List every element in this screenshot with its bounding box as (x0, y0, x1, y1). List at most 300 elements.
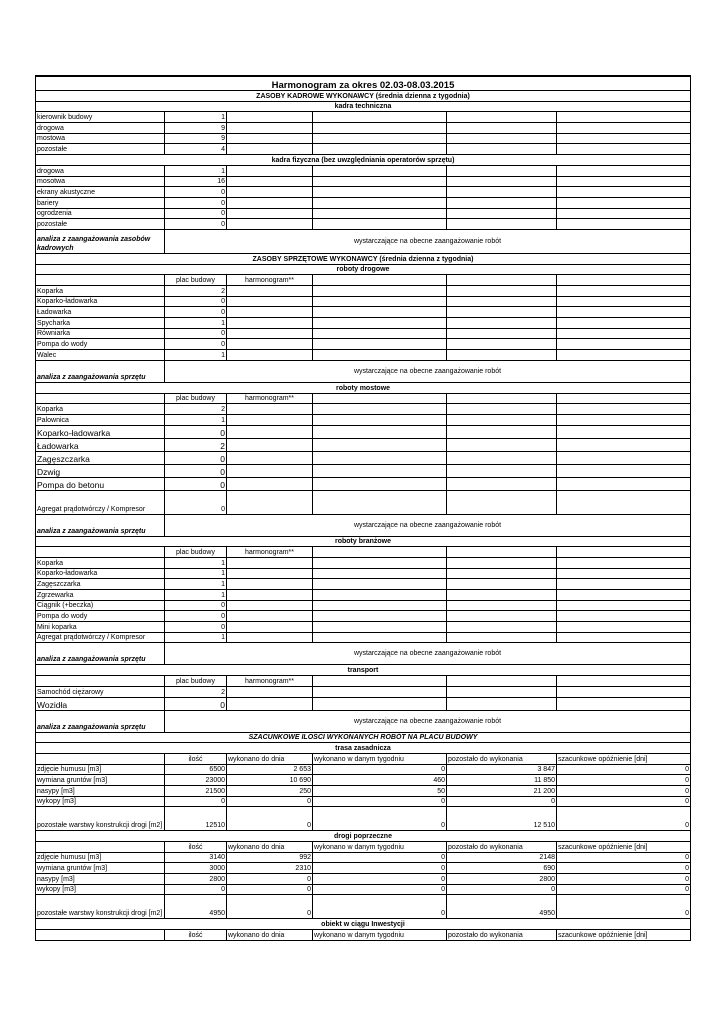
empty-cell (313, 286, 447, 297)
analiza-value: wystarczające na obecne zaangażowanie robót (165, 360, 691, 382)
row-label: kierownik budowy (36, 112, 165, 123)
analiza-label: analiza z zaangażowania sprzętu (36, 643, 165, 665)
empty-cell (313, 176, 447, 187)
row-label: Palownica (36, 414, 165, 425)
row-value: 1 (165, 112, 227, 123)
empty-cell (447, 490, 557, 514)
row-value: 1 (165, 414, 227, 425)
empty-cell (557, 219, 691, 230)
row-value: 12 510 (447, 807, 557, 831)
empty-cell (447, 547, 557, 558)
row-value: 0 (165, 611, 227, 622)
row-label: drogowa (36, 123, 165, 134)
table-row (36, 219, 691, 230)
empty-cell (313, 393, 447, 404)
subsection-poprzeczne: drogi poprzeczne (36, 831, 691, 842)
row-value: 2310 (227, 863, 313, 874)
row-value: 0 (165, 197, 227, 208)
table-row (36, 144, 691, 155)
row-label: Koparko-ładowarka (36, 425, 165, 438)
row-value: 0 (165, 464, 227, 477)
col-harmonogram: harmonogram** (227, 275, 313, 286)
col-header: wykonano do dnia (227, 930, 313, 941)
empty-cell (313, 568, 447, 579)
row-value: 0 (165, 328, 227, 339)
subsection-trasa: trasa zasadnicza (36, 743, 691, 754)
row-label: pozostałe warstwy konstrukcji drogi [m2] (36, 807, 165, 831)
empty-cell (227, 686, 313, 697)
empty-cell (227, 144, 313, 155)
row-value: 2800 (447, 874, 557, 885)
empty-cell (36, 676, 165, 687)
empty-cell (313, 219, 447, 230)
row-value: 0 (557, 863, 691, 874)
empty-cell (447, 296, 557, 307)
subsection-roboty-branzowe: roboty branżowe (36, 536, 691, 547)
table-row (36, 557, 691, 568)
empty-cell (557, 676, 691, 687)
table-row (36, 339, 691, 350)
table-row (36, 438, 691, 451)
row-value: 1 (165, 579, 227, 590)
row-label: drogowa (36, 165, 165, 176)
row-value: 1 (165, 590, 227, 601)
empty-cell (313, 350, 447, 361)
empty-cell (313, 600, 447, 611)
row-label: Zgrzewarka (36, 590, 165, 601)
col-header: pozostało do wykonania (447, 842, 557, 853)
empty-cell (447, 590, 557, 601)
empty-cell (557, 275, 691, 286)
row-value: 11 850 (447, 775, 557, 786)
row-label: Agregat prądotwórczy / Kompresor (36, 490, 165, 514)
col-header: ilość (165, 842, 227, 853)
empty-cell (227, 404, 313, 415)
empty-cell (557, 208, 691, 219)
col-header: ilość (165, 930, 227, 941)
empty-cell (447, 208, 557, 219)
empty-cell (227, 425, 313, 438)
row-value: 0 (557, 807, 691, 831)
empty-cell (447, 697, 557, 710)
table-row (36, 296, 691, 307)
row-value: 0 (313, 764, 447, 775)
row-value: 9 (165, 123, 227, 134)
empty-cell (557, 590, 691, 601)
empty-cell (227, 165, 313, 176)
empty-cell (313, 112, 447, 123)
row-value: 3000 (165, 863, 227, 874)
section-kadrowe: ZASOBY KADROWE WYKONAWCY (średnia dzienna z tygodnia) (36, 91, 691, 102)
empty-cell (447, 112, 557, 123)
empty-cell (557, 622, 691, 633)
row-value: 0 (557, 874, 691, 885)
col-harmonogram: harmonogram** (227, 547, 313, 558)
row-label: Koparka (36, 557, 165, 568)
col-plac-budowy: plac budowy (165, 547, 227, 558)
empty-cell (227, 187, 313, 198)
empty-cell (227, 133, 313, 144)
row-label: Walec (36, 350, 165, 361)
col-header: szacunkowe opóźnienie [dni] (557, 842, 691, 853)
table-row (36, 568, 691, 579)
row-label: wykopy [m3] (36, 796, 165, 807)
empty-cell (557, 339, 691, 350)
empty-cell (557, 579, 691, 590)
harmonogram-table (35, 75, 691, 941)
row-label: wymiana gruntów [m3] (36, 775, 165, 786)
table-row (36, 807, 691, 831)
empty-cell (447, 579, 557, 590)
row-value: 1 (165, 350, 227, 361)
empty-cell (313, 144, 447, 155)
row-value: 0 (165, 296, 227, 307)
row-value: 0 (165, 339, 227, 350)
empty-cell (227, 112, 313, 123)
empty-cell (557, 404, 691, 415)
empty-cell (227, 464, 313, 477)
empty-cell (313, 557, 447, 568)
row-value: 0 (165, 600, 227, 611)
row-value: 1 (165, 632, 227, 643)
table-row (36, 208, 691, 219)
row-value: 0 (447, 884, 557, 895)
row-value: 0 (165, 622, 227, 633)
empty-cell (447, 197, 557, 208)
empty-cell (447, 144, 557, 155)
empty-cell (227, 350, 313, 361)
table-row (36, 425, 691, 438)
empty-cell (557, 296, 691, 307)
table-row (36, 318, 691, 329)
col-header: szacunkowe opóźnienie [dni] (557, 753, 691, 764)
empty-cell (227, 600, 313, 611)
col-header: pozostało do wykonania (447, 930, 557, 941)
empty-cell (313, 686, 447, 697)
empty-cell (557, 318, 691, 329)
empty-cell (313, 464, 447, 477)
row-value: 0 (165, 425, 227, 438)
empty-cell (557, 286, 691, 297)
empty-cell (557, 632, 691, 643)
empty-cell (36, 275, 165, 286)
table-row (36, 590, 691, 601)
empty-cell (36, 930, 165, 941)
empty-cell (227, 307, 313, 318)
table-row (36, 579, 691, 590)
row-value: 16 (165, 176, 227, 187)
row-label: Spycharka (36, 318, 165, 329)
section-sprzetowe: ZASOBY SPRZĘTOWE WYKONAWCY (średnia dzienna z tygodnia) (36, 253, 691, 264)
row-value: 0 (557, 796, 691, 807)
row-label: zdjęcie humusu [m3] (36, 852, 165, 863)
empty-cell (557, 568, 691, 579)
row-label: Agregat prądotwórczy / Kompresor (36, 632, 165, 643)
empty-cell (557, 464, 691, 477)
row-label: nasypy [m3] (36, 785, 165, 796)
col-header: wykonano w danym tygodniu (313, 930, 447, 941)
row-value: 992 (227, 852, 313, 863)
row-value: 0 (165, 208, 227, 219)
table-row (36, 852, 691, 863)
row-label: Dzwig (36, 464, 165, 477)
empty-cell (227, 208, 313, 219)
table-row (36, 632, 691, 643)
empty-cell (557, 425, 691, 438)
empty-cell (447, 632, 557, 643)
row-value: 0 (227, 874, 313, 885)
row-value: 1 (165, 568, 227, 579)
empty-cell (227, 328, 313, 339)
empty-cell (447, 328, 557, 339)
table-row (36, 451, 691, 464)
empty-cell (557, 451, 691, 464)
row-label: pozostałe (36, 144, 165, 155)
row-value: 460 (313, 775, 447, 786)
empty-cell (557, 197, 691, 208)
empty-cell (557, 307, 691, 318)
row-value: 2 (165, 286, 227, 297)
table-row (36, 764, 691, 775)
empty-cell (227, 477, 313, 490)
empty-cell (557, 123, 691, 134)
empty-cell (557, 557, 691, 568)
empty-cell (313, 197, 447, 208)
row-value: 0 (165, 187, 227, 198)
row-label: Ładowarka (36, 438, 165, 451)
row-value: 1 (165, 318, 227, 329)
row-value: 0 (557, 895, 691, 919)
empty-cell (447, 176, 557, 187)
empty-cell (227, 568, 313, 579)
subsection-transport: transport (36, 665, 691, 676)
empty-cell (313, 632, 447, 643)
row-value: 0 (557, 884, 691, 895)
empty-cell (447, 464, 557, 477)
analiza-label: analiza z zaangażowania sprzętu (36, 360, 165, 382)
table-row (36, 187, 691, 198)
empty-cell (227, 176, 313, 187)
table-row (36, 490, 691, 514)
table-row (36, 874, 691, 885)
row-label: Ładowarka (36, 307, 165, 318)
page-title: Harmonogram za okres 02.03-08.03.2015 (36, 76, 691, 91)
row-label: ekrany akustyczne (36, 187, 165, 198)
row-value: 0 (313, 874, 447, 885)
empty-cell (227, 557, 313, 568)
empty-cell (313, 339, 447, 350)
row-value: 0 (313, 895, 447, 919)
row-label: ogrodzenia (36, 208, 165, 219)
row-value: 0 (227, 796, 313, 807)
row-label: Równiarka (36, 328, 165, 339)
row-value: 2 (165, 404, 227, 415)
table-row (36, 328, 691, 339)
table-row (36, 414, 691, 425)
empty-cell (313, 296, 447, 307)
empty-cell (557, 393, 691, 404)
row-value: 2 653 (227, 764, 313, 775)
empty-cell (447, 414, 557, 425)
table-row (36, 884, 691, 895)
empty-cell (227, 197, 313, 208)
subsection-obiekt: obiekt w ciągu Inwestycji (36, 919, 691, 930)
empty-cell (557, 697, 691, 710)
row-label: Pompa do betonu (36, 477, 165, 490)
row-label: nasypy [m3] (36, 874, 165, 885)
row-value: 0 (227, 807, 313, 831)
row-value: 3 847 (447, 764, 557, 775)
row-value: 0 (557, 785, 691, 796)
col-header: wykonano w danym tygodniu (313, 842, 447, 853)
row-label: pozostałe (36, 219, 165, 230)
empty-cell (313, 425, 447, 438)
empty-cell (313, 622, 447, 633)
row-value: 0 (165, 477, 227, 490)
analiza-value: wystarczające na obecne zaangażowanie robót (165, 229, 691, 253)
empty-cell (227, 451, 313, 464)
row-value: 4950 (165, 895, 227, 919)
table-row (36, 785, 691, 796)
table-row (36, 112, 691, 123)
col-header: wykonano w danym tygodniu (313, 753, 447, 764)
empty-cell (227, 414, 313, 425)
empty-cell (313, 328, 447, 339)
table-row (36, 895, 691, 919)
table-row (36, 123, 691, 134)
empty-cell (447, 165, 557, 176)
subsection-kadra-techniczna: kadra techniczna (36, 101, 691, 112)
empty-cell (447, 219, 557, 230)
table-row (36, 165, 691, 176)
row-label: Pompa do wody (36, 611, 165, 622)
empty-cell (447, 339, 557, 350)
table-row (36, 796, 691, 807)
row-label: mosotwa (36, 176, 165, 187)
empty-cell (36, 393, 165, 404)
row-label: pozostałe warstwy konstrukcji drogi [m2] (36, 895, 165, 919)
row-value: 0 (165, 697, 227, 710)
row-label: Koparko-ładowarka (36, 296, 165, 307)
row-value: 2800 (165, 874, 227, 885)
row-value: 3140 (165, 852, 227, 863)
empty-cell (447, 123, 557, 134)
empty-cell (36, 753, 165, 764)
empty-cell (557, 438, 691, 451)
row-value: 690 (447, 863, 557, 874)
row-label: Ciągnik (+beczka) (36, 600, 165, 611)
empty-cell (557, 176, 691, 187)
row-label: Wozidła (36, 697, 165, 710)
subsection-roboty-mostowe: roboty mostowe (36, 382, 691, 393)
col-header: szacunkowe opóźnienie [dni] (557, 930, 691, 941)
empty-cell (447, 275, 557, 286)
table-row (36, 286, 691, 297)
empty-cell (557, 414, 691, 425)
empty-cell (313, 123, 447, 134)
empty-cell (447, 686, 557, 697)
empty-cell (313, 187, 447, 198)
empty-cell (227, 286, 313, 297)
empty-cell (227, 339, 313, 350)
analiza-value: wystarczające na obecne zaangażowanie robót (165, 514, 691, 536)
col-header: pozostało do wykonania (447, 753, 557, 764)
empty-cell (227, 697, 313, 710)
col-harmonogram: harmonogram** (227, 393, 313, 404)
empty-cell (313, 307, 447, 318)
empty-cell (557, 165, 691, 176)
subsection-roboty-drogowe: roboty drogowe (36, 264, 691, 275)
table-row (36, 307, 691, 318)
col-plac-budowy: plac budowy (165, 275, 227, 286)
empty-cell (313, 275, 447, 286)
row-label: Koparka (36, 404, 165, 415)
row-label: Samochód ciężarowy (36, 686, 165, 697)
row-label: Mini koparka (36, 622, 165, 633)
row-value: 0 (557, 775, 691, 786)
row-value: 4950 (447, 895, 557, 919)
empty-cell (36, 842, 165, 853)
empty-cell (447, 404, 557, 415)
table-row (36, 775, 691, 786)
empty-cell (313, 414, 447, 425)
row-value: 0 (557, 852, 691, 863)
row-value: 50 (313, 785, 447, 796)
row-value: 0 (313, 796, 447, 807)
row-value: 0 (165, 219, 227, 230)
analiza-value: wystarczające na obecne zaangażowanie robót (165, 643, 691, 665)
row-value: 0 (227, 884, 313, 895)
empty-cell (447, 187, 557, 198)
row-label: Koparka (36, 286, 165, 297)
empty-cell (313, 404, 447, 415)
empty-cell (227, 622, 313, 633)
empty-cell (447, 622, 557, 633)
empty-cell (313, 477, 447, 490)
row-value: 23000 (165, 775, 227, 786)
empty-cell (313, 676, 447, 687)
row-value: 0 (557, 764, 691, 775)
table-row (36, 133, 691, 144)
row-value: 21500 (165, 785, 227, 796)
empty-cell (227, 318, 313, 329)
row-label: wykopy [m3] (36, 884, 165, 895)
row-value: 0 (313, 863, 447, 874)
col-header: wykonano do dnia (227, 753, 313, 764)
empty-cell (557, 477, 691, 490)
table-row (36, 600, 691, 611)
empty-cell (313, 579, 447, 590)
empty-cell (557, 112, 691, 123)
empty-cell (227, 611, 313, 622)
row-label: Koparko-ładowarka (36, 568, 165, 579)
empty-cell (557, 490, 691, 514)
row-value: 250 (227, 785, 313, 796)
empty-cell (313, 590, 447, 601)
col-plac-budowy: plac budowy (165, 393, 227, 404)
empty-cell (557, 686, 691, 697)
empty-cell (227, 579, 313, 590)
empty-cell (557, 144, 691, 155)
table-row (36, 686, 691, 697)
empty-cell (557, 328, 691, 339)
row-value: 12510 (165, 807, 227, 831)
row-value: 0 (165, 451, 227, 464)
empty-cell (227, 590, 313, 601)
table-row (36, 350, 691, 361)
row-value: 0 (313, 852, 447, 863)
table-row (36, 404, 691, 415)
